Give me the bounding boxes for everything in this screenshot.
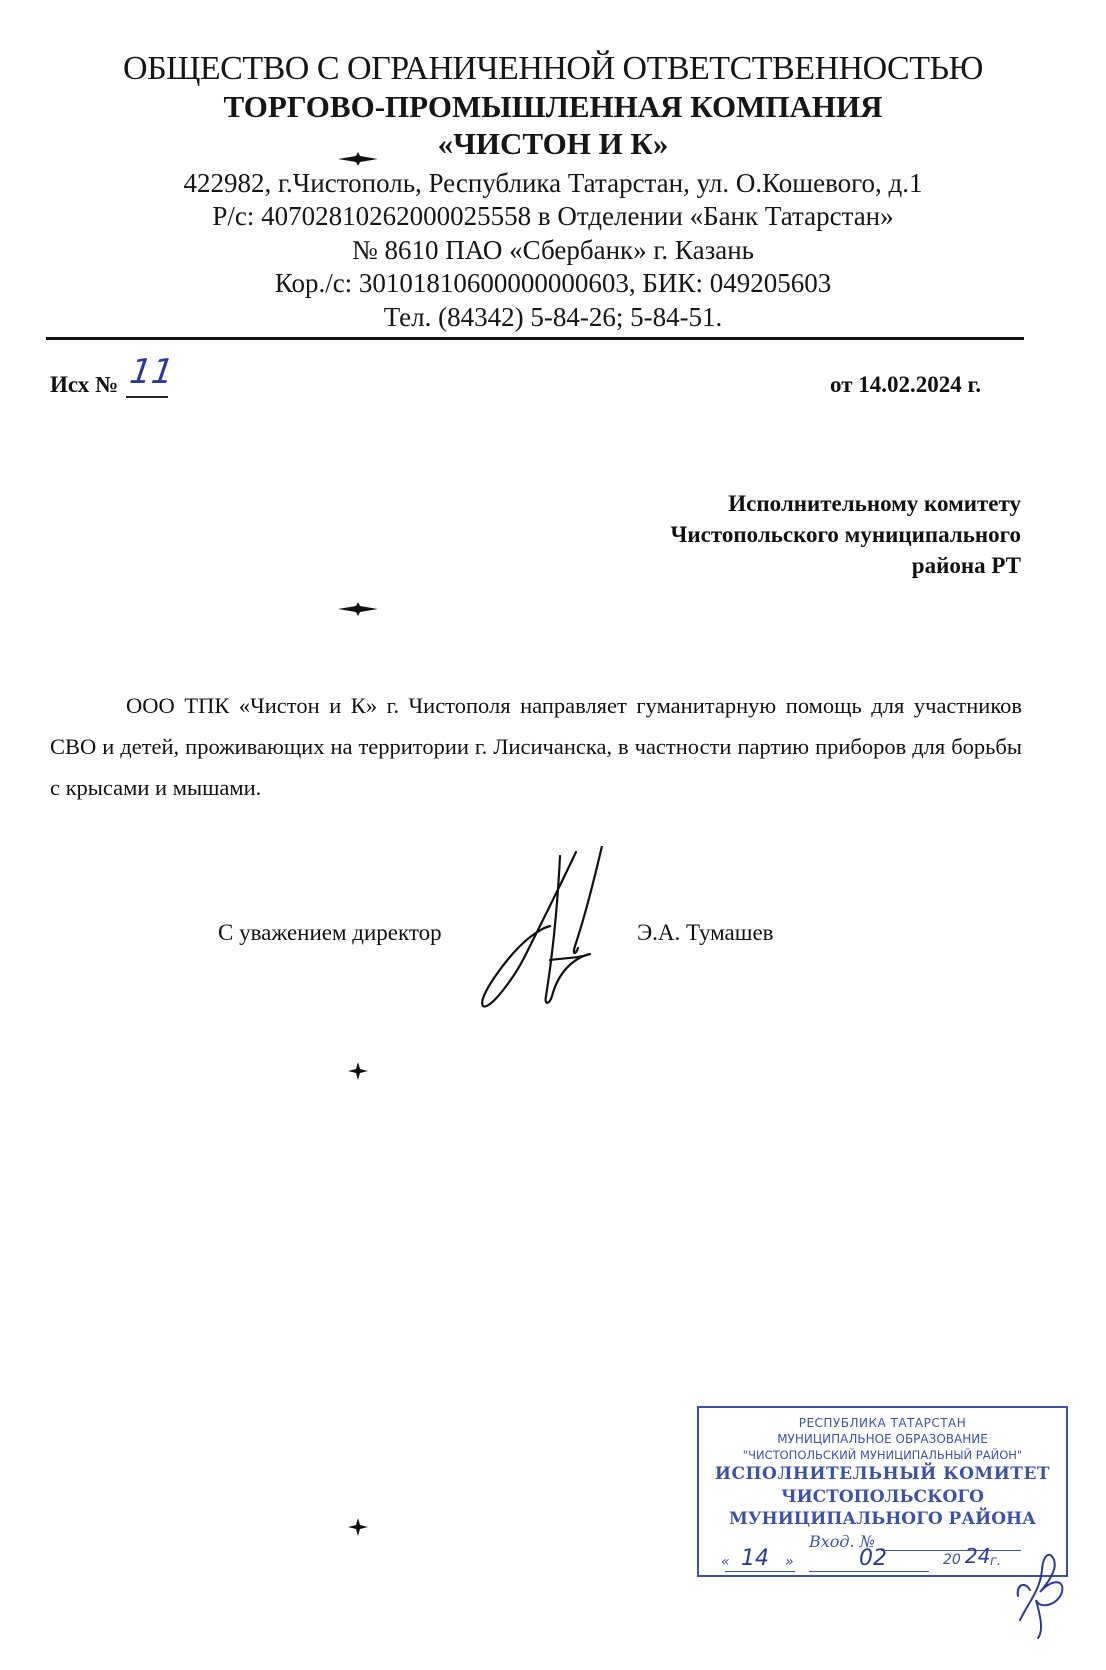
stamp-line: "ЧИСТОПОЛЬСКИЙ МУНИЦИПАЛЬНЫЙ РАЙОН" — [742, 1448, 1023, 1462]
stamp-year-suffix: 24 — [965, 1544, 991, 1568]
company-account: Р/с: 40702810262000025558 в Отделении «Банк Татарстан» — [212, 201, 894, 231]
director-name: Э.А. Тумашев — [637, 920, 774, 945]
stamp-day: 14 — [741, 1546, 769, 1571]
stamp-month: 02 — [859, 1546, 887, 1571]
registrar-signature — [1010, 1530, 1070, 1640]
company-address: 422982, г.Чистополь, Республика Татарстан, ул. О.Кошевого, д.1 — [183, 168, 923, 198]
stamp-day-line — [725, 1571, 795, 1572]
registration-mark-icon — [348, 1518, 368, 1536]
stamp-year-unit: г. — [990, 1554, 1001, 1569]
stamp-year-prefix: 20 — [943, 1552, 961, 1568]
stamp-line: ИСПОЛНИТЕЛЬНЫЙ КОМИТЕТ — [714, 1464, 1051, 1484]
company-corr-account: Кор./с: 30101810600000000603, БИК: 049205603 — [274, 268, 832, 298]
outgoing-number: 11 — [127, 352, 177, 392]
letter-date: от 14.02.2024 г. — [830, 372, 982, 397]
letterhead-divider — [46, 337, 1024, 340]
stamp-line: МУНИЦИПАЛЬНОГО РАЙОНА — [729, 1509, 1036, 1529]
addressee-line: Исполнительному комитету — [728, 491, 1021, 516]
addressee-line: района РТ — [911, 553, 1021, 578]
registration-mark-icon — [338, 152, 378, 166]
stamp-line: РЕСПУБЛИКА ТАТАРСТАН — [798, 1416, 967, 1430]
letter-body: ООО ТПК «Чистон и К» г. Чистополя направляет гуманитарную помощь для участников СВО и детей, проживающих на территории г. Лисичанска, в частности партию приборов для борьбы с крысами и мышами. — [50, 693, 1022, 800]
company-type: ТОРГОВО-ПРОМЫШЛЕННАЯ КОМПАНИЯ — [223, 89, 883, 124]
registration-mark-icon — [338, 602, 378, 616]
company-bank: № 8610 ПАО «Сбербанк» г. Казань — [352, 235, 754, 265]
outgoing-number-label: Исх № — [50, 372, 119, 397]
stamp-incoming-number-line — [881, 1550, 1021, 1551]
company-phone: Тел. (84342) 5-84-26; 5-84-51. — [383, 302, 723, 332]
registration-mark-icon — [348, 1062, 368, 1080]
stamp-quote-close: » — [785, 1554, 794, 1570]
stamp-incoming-label: Вход. № — [809, 1532, 875, 1551]
closing-phrase: С уважением директор — [218, 920, 442, 945]
company-name: «ЧИСТОН И К» — [437, 126, 669, 161]
stamp-month-line — [809, 1571, 929, 1572]
addressee-line: Чистопольского муниципального — [670, 522, 1021, 547]
stamp-line: МУНИЦИПАЛЬНОЕ ОБРАЗОВАНИЕ — [777, 1432, 988, 1446]
director-signature — [480, 846, 640, 1016]
addressee-block — [671, 488, 1021, 581]
outgoing-number-field — [126, 352, 177, 398]
stamp-quote-open: « — [721, 1554, 730, 1570]
stamp-line: ЧИСТОПОЛЬСКОГО — [781, 1487, 984, 1507]
company-form: ОБЩЕСТВО С ОГРАНИЧЕННОЙ ОТВЕТСТВЕННОСТЬЮ — [123, 50, 983, 87]
